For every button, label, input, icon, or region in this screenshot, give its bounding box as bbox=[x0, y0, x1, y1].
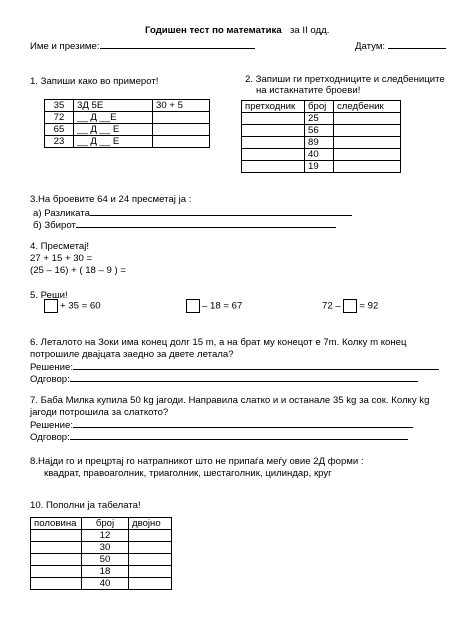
q6-solution-label: Решение: bbox=[30, 362, 74, 373]
q2-predecessor-cell[interactable] bbox=[242, 125, 305, 137]
q7-solution-line[interactable] bbox=[73, 419, 413, 428]
q2-successor-cell[interactable] bbox=[334, 149, 401, 161]
q3-b-row bbox=[33, 219, 336, 231]
q1-number-cell: 72 bbox=[45, 112, 74, 124]
q2-successor-cell[interactable] bbox=[334, 161, 401, 173]
q3-b-label: б) Збирот bbox=[33, 220, 76, 231]
q5-eq-1 bbox=[44, 299, 101, 313]
q6-answer-label: Одговор: bbox=[30, 374, 70, 385]
q6-answer-row bbox=[30, 373, 418, 385]
q2-number-cell: 25 bbox=[305, 113, 334, 125]
q2-successor-cell[interactable] bbox=[334, 125, 401, 137]
q3-heading: 3.На броевите 64 и 24 пресметај ја : bbox=[30, 194, 192, 205]
q8-text-1: 8.Најди го и прецртај го натрапникот што не припаѓа меѓу овие 2Д форми : bbox=[30, 456, 364, 467]
q5-eq-2-text: – 18 = 67 bbox=[202, 300, 243, 312]
q10-row bbox=[31, 578, 172, 590]
q10-half-cell[interactable] bbox=[31, 578, 82, 590]
q3-a-line[interactable] bbox=[90, 207, 352, 216]
q10-heading: 10. Пополни ја табелата! bbox=[30, 500, 141, 511]
q10-header-row bbox=[31, 518, 172, 530]
q10-row bbox=[31, 542, 172, 554]
q1-expanded-cell[interactable] bbox=[153, 112, 210, 124]
q10-double-cell[interactable] bbox=[129, 530, 172, 542]
q10-number-cell: 12 bbox=[82, 530, 129, 542]
q2-predecessor-cell[interactable] bbox=[242, 137, 305, 149]
name-line[interactable] bbox=[100, 40, 255, 49]
q10-header-cell: половина bbox=[31, 518, 82, 530]
q5-answer-box-1[interactable] bbox=[44, 299, 58, 313]
q2-header-cell: број bbox=[305, 101, 334, 113]
q10-half-cell[interactable] bbox=[31, 566, 82, 578]
q5-answer-box-2[interactable] bbox=[186, 299, 200, 313]
q5-eq-3 bbox=[322, 299, 378, 313]
q1-expanded-cell: 30 + 5 bbox=[153, 100, 210, 112]
q1-number-cell: 23 bbox=[45, 136, 74, 148]
q10-half-cell[interactable] bbox=[31, 554, 82, 566]
q6-solution-line[interactable] bbox=[73, 361, 439, 370]
q7-answer-label: Одговор: bbox=[30, 432, 70, 443]
q2-successor-cell[interactable] bbox=[334, 137, 401, 149]
q2-row bbox=[242, 113, 401, 125]
q5-eq-3-left: 72 – bbox=[322, 300, 341, 312]
name-label: Име и презиме: bbox=[30, 41, 100, 52]
q2-number-cell: 56 bbox=[305, 125, 334, 137]
q7-text-1: 7. Баба Милка купила 50 kg јагоди. Направила слатко и и останале 35 kg за сок. Колку kg bbox=[30, 395, 430, 406]
q1-table bbox=[44, 99, 210, 148]
q5-heading: 5. Реши! bbox=[30, 290, 68, 301]
q10-half-cell[interactable] bbox=[31, 530, 82, 542]
q1-expanded-cell[interactable] bbox=[153, 136, 210, 148]
q3-b-line[interactable] bbox=[76, 219, 336, 228]
q1-tens-units-cell[interactable]: __ Д __ Е bbox=[74, 124, 153, 136]
q10-header-cell: двојно bbox=[129, 518, 172, 530]
q2-header-cell: претходник bbox=[242, 101, 305, 113]
q1-tens-units-cell: 3Д 5Е bbox=[74, 100, 153, 112]
q7-solution-label: Решение: bbox=[30, 420, 74, 431]
name-row bbox=[30, 40, 255, 52]
q2-table bbox=[241, 100, 401, 173]
q2-predecessor-cell[interactable] bbox=[242, 161, 305, 173]
q10-half-cell[interactable] bbox=[31, 542, 82, 554]
q1-number-cell: 65 bbox=[45, 124, 74, 136]
q8-text-2: квадрат, правоаголник, триаголник, шестаголник, цилиндар, круг bbox=[44, 468, 332, 479]
date-row bbox=[355, 40, 446, 52]
q10-number-cell: 50 bbox=[82, 554, 129, 566]
q1-row bbox=[45, 112, 210, 124]
q2-header-cell: следбеник bbox=[334, 101, 401, 113]
q7-answer-row bbox=[30, 431, 408, 443]
q1-row bbox=[45, 124, 210, 136]
q2-predecessor-cell[interactable] bbox=[242, 149, 305, 161]
date-label: Датум: bbox=[355, 41, 386, 52]
q2-row bbox=[242, 125, 401, 137]
grade-label: за II одд. bbox=[290, 25, 330, 36]
q10-double-cell[interactable] bbox=[129, 578, 172, 590]
q5-answer-box-3[interactable] bbox=[343, 299, 357, 313]
q2-predecessor-cell[interactable] bbox=[242, 113, 305, 125]
q6-text-2: потрошиле двајцата заедно за двете летала? bbox=[30, 349, 234, 360]
q5-eq-2 bbox=[186, 299, 242, 313]
q3-a-label: а) Разликата bbox=[33, 208, 90, 219]
q10-row bbox=[31, 530, 172, 542]
q2-number-cell: 40 bbox=[305, 149, 334, 161]
q4-line-1: 27 + 15 + 30 = bbox=[30, 253, 93, 264]
q4-heading: 4. Пресметај! bbox=[30, 241, 90, 252]
date-line[interactable] bbox=[388, 40, 446, 49]
q10-table bbox=[30, 517, 172, 590]
q10-double-cell[interactable] bbox=[129, 554, 172, 566]
q2-number-cell: 89 bbox=[305, 137, 334, 149]
q10-row bbox=[31, 554, 172, 566]
q1-heading: 1. Запиши како во примерот! bbox=[30, 76, 159, 87]
q10-number-cell: 40 bbox=[82, 578, 129, 590]
q6-solution-row bbox=[30, 361, 439, 373]
q2-successor-cell[interactable] bbox=[334, 113, 401, 125]
q6-text-1: 6. Летaлото на Зоки има конец долг 15 m, а на брат му конецот е 7m. Колку m конец bbox=[30, 337, 407, 348]
q10-header-cell: број bbox=[82, 518, 129, 530]
q5-eq-3-right: = 92 bbox=[359, 300, 379, 312]
q10-double-cell[interactable] bbox=[129, 542, 172, 554]
q2-row bbox=[242, 149, 401, 161]
page-title: Годишен тест по математика bbox=[145, 25, 282, 36]
q2-header-row bbox=[242, 101, 401, 113]
q5-eq-1-text: + 35 = 60 bbox=[60, 300, 101, 312]
q3-a-row bbox=[33, 207, 352, 219]
q7-answer-line[interactable] bbox=[70, 431, 408, 440]
q2-row bbox=[242, 137, 401, 149]
q6-answer-line[interactable] bbox=[70, 373, 418, 382]
q1-row bbox=[45, 100, 210, 112]
q2-heading-2: на истакнатите броеви! bbox=[256, 85, 361, 96]
q10-number-cell: 30 bbox=[82, 542, 129, 554]
q2-heading-1: 2. Запиши ги претходниците и следбениците bbox=[245, 74, 445, 85]
q10-double-cell[interactable] bbox=[129, 566, 172, 578]
q7-solution-row bbox=[30, 419, 413, 431]
q2-row bbox=[242, 161, 401, 173]
q4-line-2: (25 – 16) + ( 18 – 9 ) = bbox=[30, 265, 126, 276]
q1-expanded-cell[interactable] bbox=[153, 124, 210, 136]
q1-tens-units-cell[interactable]: __ Д __Е bbox=[74, 112, 153, 124]
q1-tens-units-cell[interactable]: __ Д __ Е bbox=[74, 136, 153, 148]
q7-text-2: јагоди потрошила за слаткото? bbox=[30, 407, 169, 418]
q1-row bbox=[45, 136, 210, 148]
q10-row bbox=[31, 566, 172, 578]
q2-number-cell: 19 bbox=[305, 161, 334, 173]
q1-number-cell: 35 bbox=[45, 100, 74, 112]
q10-number-cell: 18 bbox=[82, 566, 129, 578]
